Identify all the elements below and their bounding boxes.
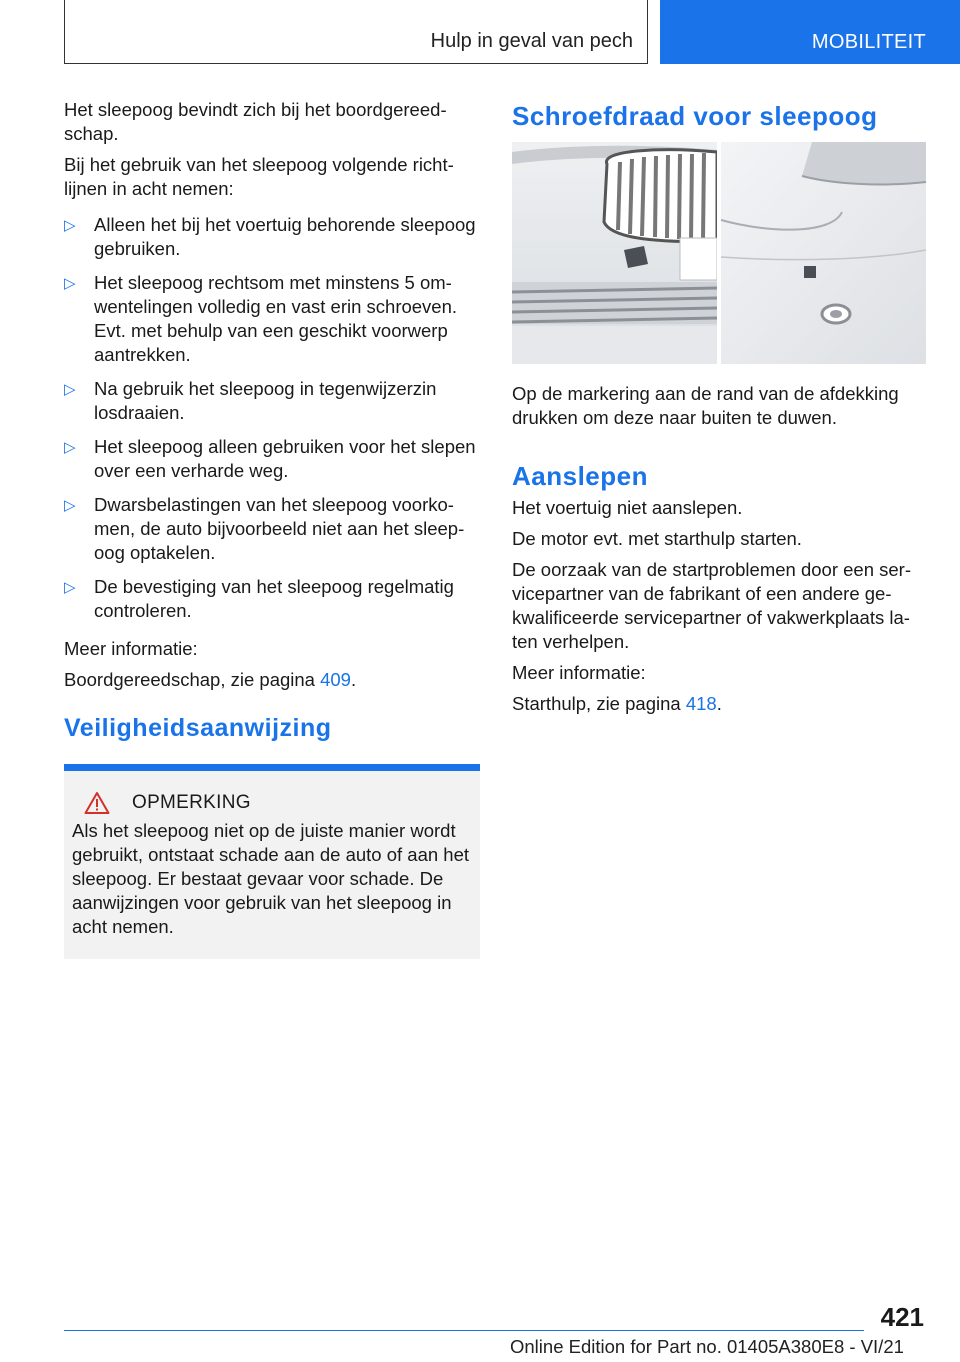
page-link-409[interactable]: 409	[320, 669, 351, 690]
figure-caption: Op de markering aan de rand van de afdekking drukken om deze naar buiten te duwen.	[512, 383, 899, 428]
warning-title: OPMERKING	[132, 792, 251, 813]
triangle-bullet-icon: ▷	[64, 579, 76, 596]
more-info-label: Meer informatie:	[512, 662, 646, 683]
warning-title-row	[72, 791, 470, 815]
warning-triangle-icon	[84, 791, 110, 815]
towing-eye-illustration	[512, 142, 926, 364]
triangle-bullet-icon: ▷	[64, 381, 76, 398]
header-chapter-title: MOBILITEIT	[811, 31, 926, 53]
towing-heading: Aanslepen	[512, 461, 648, 491]
list-item: ▷ Dwarsbelastingen van het sleepoog voorkomen, de auto bijvoorbeeld niet aan het sleepoog optakelen.	[64, 494, 465, 563]
warning-text: Als het sleepoog niet op de juiste manier wordt gebruikt, ontstaat schade aan de auto of aan het sleepoog. Er bestaat gevaar voor schade. De aanwijzingen voor gebruik van het sleepoog in acht nemen.	[72, 820, 470, 937]
cross-reference: Starthulp, zie pagina 418.	[512, 693, 722, 714]
more-info-label: Meer informatie:	[64, 638, 198, 659]
right-column	[512, 98, 926, 723]
guidelines-list	[64, 213, 478, 623]
edition-note: Online Edition for Part no. 01405A380E8 - VI/21	[510, 1336, 904, 1357]
left-column	[64, 98, 478, 959]
towing-paragraph-2: De motor evt. met starthulp starten.	[512, 528, 802, 549]
list-item: ▷ Het sleepoog rechtsom met minstens 5 omwentelingen volledig en vast erin schroeven. Evt. met behulp van een geschikt voorwerp aantrekken.	[64, 272, 458, 365]
intro-paragraph: Het sleepoog bevindt zich bij het boordgereedschap.	[64, 99, 447, 144]
towing-paragraph-1: Het voertuig niet aanslepen.	[512, 497, 743, 518]
triangle-bullet-icon: ▷	[64, 217, 76, 234]
page-link-418[interactable]: 418	[685, 693, 717, 714]
safety-heading: Veiligheidsaanwijzing	[64, 714, 332, 742]
header-section-title: Hulp in geval van pech	[430, 30, 633, 52]
thread-heading: Schroefdraad voor sleepoog	[512, 101, 878, 131]
guidelines-intro: Bij het gebruik van het sleepoog volgende richtlijnen in acht nemen:	[64, 154, 454, 199]
triangle-bullet-icon: ▷	[64, 275, 76, 292]
towing-paragraph-3: De oorzaak van de startproblemen door een servicepartner van de fabrikant of een andere gekwalificeerde servicepartner of vakwerkplaats laten verhelpen.	[512, 559, 912, 652]
cross-reference: Boordgereedschap, zie pagina 409.	[64, 669, 357, 690]
triangle-bullet-icon: ▷	[64, 439, 76, 456]
list-item: ▷ De bevestiging van het sleepoog regelmatig controleren.	[64, 576, 454, 621]
header-chapter-box	[660, 0, 960, 64]
warning-box	[64, 764, 480, 959]
page-number: 421	[880, 1302, 924, 1332]
list-item: ▷ Het sleepoog alleen gebruiken voor het slepen over een verharde weg.	[64, 436, 476, 481]
header-section-box	[64, 0, 648, 64]
car-bumper-image	[512, 142, 926, 364]
footer-divider	[64, 1330, 864, 1331]
list-item: ▷ Na gebruik het sleepoog in tegenwijzerzin losdraaien.	[64, 378, 437, 423]
triangle-bullet-icon: ▷	[64, 497, 76, 514]
list-item: ▷ Alleen het bij het voertuig behorende sleepoog gebruiken.	[64, 214, 476, 259]
